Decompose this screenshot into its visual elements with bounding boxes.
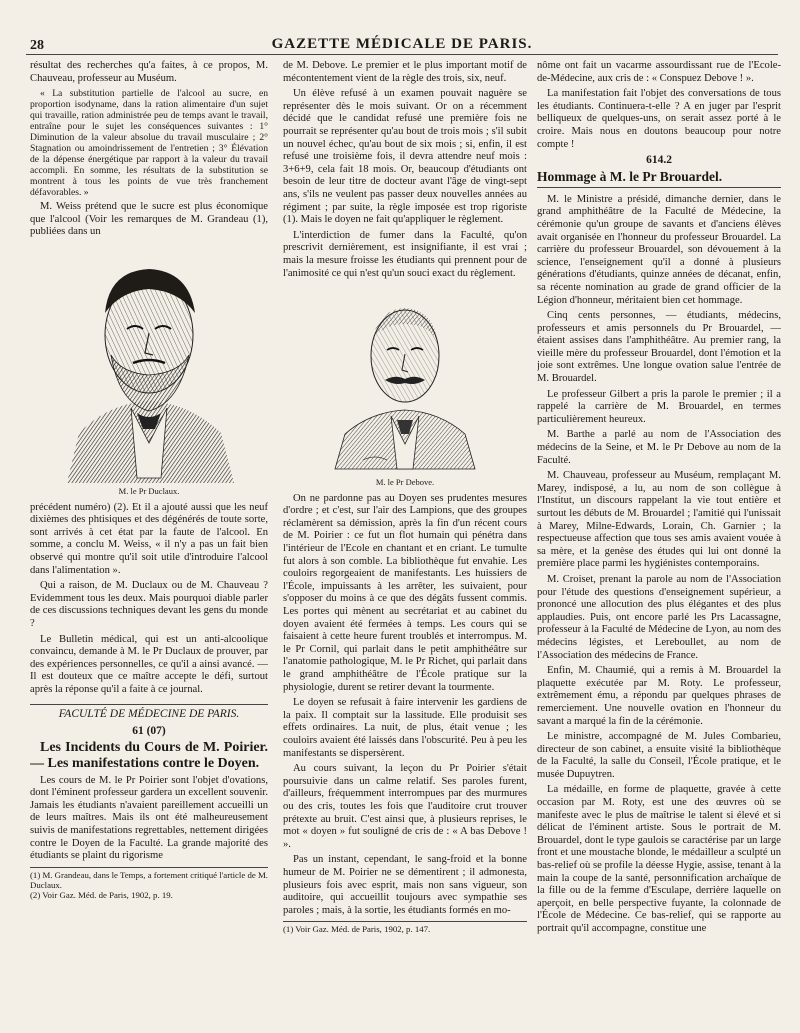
paragraph: Les cours de M. le Pr Poirier sont l'objet d'ovations, dont l'éminent professeur gardera un excellent souvenir. Jamais les étudiants n'avaient pareillement accueilli un de leurs maîtres. Mais ils ont été malheureusement suivis de manifestations regrettables, nettement dirigées contre le Doyen de la Faculté. La grande majorité des étudiants se plaint du rigorisme [30,774,268,862]
page-header [26,32,778,55]
column-3 [537,60,781,1025]
footnotes [30,867,268,900]
page-number: 28 [30,38,44,53]
paragraph: Le ministre, accompagné de M. Jules Combarieu, directeur de son cabinet, a ensuite visité la bibliothèque de la Faculté, la salle du Conseil, l'École pratique, et le musée Dupuytren. [537,731,781,780]
article-number: 614.2 [646,154,672,167]
paragraph: M. Croiset, prenant la parole au nom de l'Association pour l'étude des questions d'enseignement supérieur, a prononcé une allocution des plus élégantes et des plus applaudies. Puis, ont encore parlé les Prs Lacassagne, professeur à la Faculté de Médecine de Lyon, au nom des médecins légistes, et Lereboullet, au nom de l'Association des médecins de France. [537,573,781,661]
paragraph: La médaille, en forme de plaquette, gravée à cette occasion par M. Roty, est une des œuvres où se manifeste avec le plus de maîtrise le talent si élevé et si délicat de l'éminent artiste. Sous le portrait de M. Brouardel, dont le type gaulois se caractérise par un large front et une moustache blonde, le médailleur a sculpté un bas-relief où se profile la déesse Hygie, assise, tenant à la main la coupe de la santé, personnification archaïque de la fille ou de la femme d'Esculape, derrière laquelle on aperçoit, en belle perspective fuyante, la colonnade de l'École de Médecine. Ce bas-relief, qui se rapporte au portrait qu'il accompagne, constitue une [537,784,781,934]
column-1 [30,60,268,1025]
section-heading: FACULTÉ DE MÉDECINE DE PARIS. [30,704,268,721]
paragraph: M. le Ministre a présidé, dimanche dernier, dans le grand amphithéâtre de la Faculté de Médecine, la cérémonie qu'un groupe de savants et d'anciens élèves avait organisée en l'honneur du professeur Brouardel. La carrière du professeur Brouardel, son dévouement à la science, l'enseignement qu'il a donné à plusieurs générations d'étudiants, quinze années de décanat, enfin, sa récente nomination au grade de grand officier de la Légion d'honneur, méritaient bien cet hommage. [537,193,781,306]
paragraph: Le Bulletin médical, qui est un anti-alcoolique convaincu, demande à M. le Pr Duclaux de prouver, par des expériences personnelles, ce qu'il a ainsi avancé. — Il est douteux que ce maître accepte le défi, surtout après la réponse qu'il a faite à ce journal. [30,633,268,695]
paragraph: Qui a raison, de M. Duclaux ou de M. Chauveau ? Evidemment tous les deux. Mais pourquoi diable parler de ces discussions techniques devant les gens du monde ? [30,580,268,629]
paragraph: de M. Debove. Le premier et le plus important motif de mécontentement vient de la règle des trois, six, neuf. [283,60,527,84]
paragraph: L'interdiction de fumer dans la Faculté, qu'on prescrivit dernièrement, est insignifiante, il est vrai ; mais la mesure froisse les étudiants qui prennent pour de l'animosité ce qui n'est qu'un souci exact du règlement. [283,229,527,279]
paragraph: Enfin, M. Chaumié, qui a remis à M. Brouardel la plaquette exécutée par M. Roty. Le professeur, extrêmement ému, a répondu par quelques phrases de remerciement. Une nouvelle ovation en l'honneur du savant a marqué la fin de la cérémonie. [537,665,781,727]
paragraph: M. Barthe a parlé au nom de l'Association des médecins de la Seine, et M. le Pr Debove au nom de la Faculté. [537,429,781,466]
column-2 [283,60,527,1025]
paragraph: Le professeur Gilbert a pris la parole le premier ; il a rappelé la carrière de M. Brouardel, en termes particulièrement heureux. [537,388,781,425]
paragraph: La manifestation fait l'objet des conversations de tous les étudiants. Continuera-t-elle ? A en juger par l'esprit belliqueux de quelques-uns, on serait assez porté à le croire. Mais nous en doutons beaucoup pour notre compte ! [537,88,781,150]
paragraph: Un élève refusé à un examen pouvait naguère se représenter dès le mois suivant. Or on a récemment décidé que le candidat refusé une première fois ne pourrait se représenter qu'au bout de trois mois ; s'il subit un nouvel échec, qu'au bout de six mois ; si, enfin, il est refusé une troisième fois, il devra attendre neuf mois : 3+6+9, cela fait 18 mois. Or, beaucoup d'étudiants ont besoin de leur titre de docteur avant l'âge de vingt-sept ans, s'ils ne veulent pas passer deux nouvelles années au régiment ; par suite, la règle imposée est trop rigoriste (1). Mais le doyen ne fait qu'appliquer le règlement. [283,88,527,226]
portrait-duclaux-engraving [49,243,249,483]
paragraph: Cinq cents personnes, — étudiants, médecins, professeurs et amis personnels du Pr Brouardel, — étaient assises dans l'amphithéâtre. Au premier rang, la vieille mère du professeur Brouardel, dont l'émotion et la joie sont extrêmes. Une longue ovation salue l'entrée de M. Brouardel. [537,310,781,385]
paragraph: nôme ont fait un vacarme assourdissant rue de l'Ecole-de-Médecine, aux cris de : « Conspuez Debove ! ». [537,60,781,84]
article-title: Hommage à M. le Pr Brouardel. [537,169,781,188]
portrait-duclaux-figure [30,243,268,498]
footnote: (2) Voir Gaz. Méd. de Paris, 1902, p. 19. [30,889,173,900]
paragraph: Pas un instant, cependant, le sang-froid et la bonne humeur de M. Poirier ne se démentirent ; il admonesta, plusieurs fois avec esprit, mais non sans vigueur, son auditoire, qui accueillit toujours avec sympathie ses paroles ; mais, à la sortie, les étudiants formés en mo- [283,854,527,916]
journal-title: GAZETTE MÉDICALE DE PARIS. [271,36,533,52]
paragraph: résultat des recherches qu'a faites, à ce propos, M. Chauveau, professeur au Muséum. [30,60,268,84]
quote-paragraph: « La substitution partielle de l'alcool au sucre, en proportion isodyname, dans la ration alimentaire d'un sujet qui travaille, ration administrée peu de temps avant le travail, entraîne pour le sujet les conséquences suivantes : 1° Diminution de la valeur absolue du travail musculaire ; 2° Stagnation ou amoindrissement de l'entretien ; 3° Élévation de la dépense énergétique par rapport à la valeur du travail accompli. En somme, les résultats de la substitution se montrent à tous les points de vue très franchement défavorables. » [30,88,268,199]
figure-caption: M. le Pr Duclaux. [118,485,180,496]
article-title: Les Incidents du Cours de M. Poirier. — Les manifestations contre le Doyen. [30,739,268,771]
paragraph: Au cours suivant, la leçon du Pr Poirier s'était poursuivie dans un calme relatif. Ses paroles furent, d'ailleurs, fréquemment interrompues par des murmures ou des cris, toutes les fois que l'auditoire crut trouver prétexte au bruit. C'est ainsi que, à plusieurs reprises, le mot « doyen » fut souligné de cris de : « A bas Debove ! ». [283,763,527,850]
paragraph: On ne pardonne pas au Doyen ses prudentes mesures d'ordre ; et c'est, sur l'air des Lampions, que des groupes réclamèrent sa démission, après la fin d'un récent cours de M. Poirier : ce fut un flot humain qui pénétra dans l'intérieur de l'Ecole en chantant et en criant. Le tumulte fut alors à son comble. La bibliothèque fut envahie. Les couloirs regorgeaient de manifestants. Les huissiers de l'École, impuissants à les arrêter, les suivaient, pour s'opposer du moins à ce que des dégâts fussent commis. Les portes qui mènent au secrétariat et au cabinet du doyen avaient été fermées à temps. Les cours qui se faisaient à cette heure furent troublés et interrompus. M. le Pr Cornil, qui parlait dans le petit amphithéâtre sur l'anatomie pathologique, M. le Pr Richet, qui parlait dans le grand amphithéâtre de l'École pratique sur la physiologie, durent se retirer devant la tourmente. [283,492,527,693]
footnote: (1) Voir Gaz. Méd. de Paris, 1902, p. 147. [283,924,431,935]
footnote: (1) M. Grandeau, dans le Temps, a fortement critiqué l'article de M. Duclaux. [30,869,268,890]
paragraph: précédent numéro) (2). Et il a ajouté aussi que les neuf dixièmes des phtisiques et des dégénérés de toute sorte, sont arrivés à cet état par la faute de l'alcool. En somme, a conclu M. Weiss, « il n'y a pas un fait bien observé qui montre qu'il soit utile d'introduire l'alcool dans l'alimentation ». [30,501,268,576]
portrait-debove-engraving [315,284,495,474]
article-number: 61 (07) [132,725,166,738]
paragraph: M. Weiss prétend que le sucre est plus économique que l'alcool (Voir les remarques de M. Grandeau (1), publiées dans un [30,201,268,238]
figure-caption: M. le Pr Debove. [375,477,435,488]
paragraph: M. Chauveau, professeur au Muséum, remplaçant M. Marey, indisposé, a lu, au nom de son collègue à l'Institut, un discours rappelant la vie tout entière et surtout les débuts de M. Brouardel ; l'amitié qui l'unissait à Marey, Milne-Edwards, Lorain, Ch. Garnier ; la respectueuse affection que tous ses amis avaient vouée à sa mère, et la genèse des études qui lui ont donné la première place parmi les hygiénistes contemporains. [537,470,781,570]
footnotes [283,921,527,934]
portrait-debove-figure [283,284,527,489]
paragraph: Le doyen se refusait à faire intervenir les gardiens de la paix. Il comptait sur la lassitude. Elle produisit ses effets ordinaires. La nuit, de plus, était venue ; les couloirs avaient été laissés dans l'obscurité. Peu à peu les manifestants se dispersèrent. [283,697,527,759]
